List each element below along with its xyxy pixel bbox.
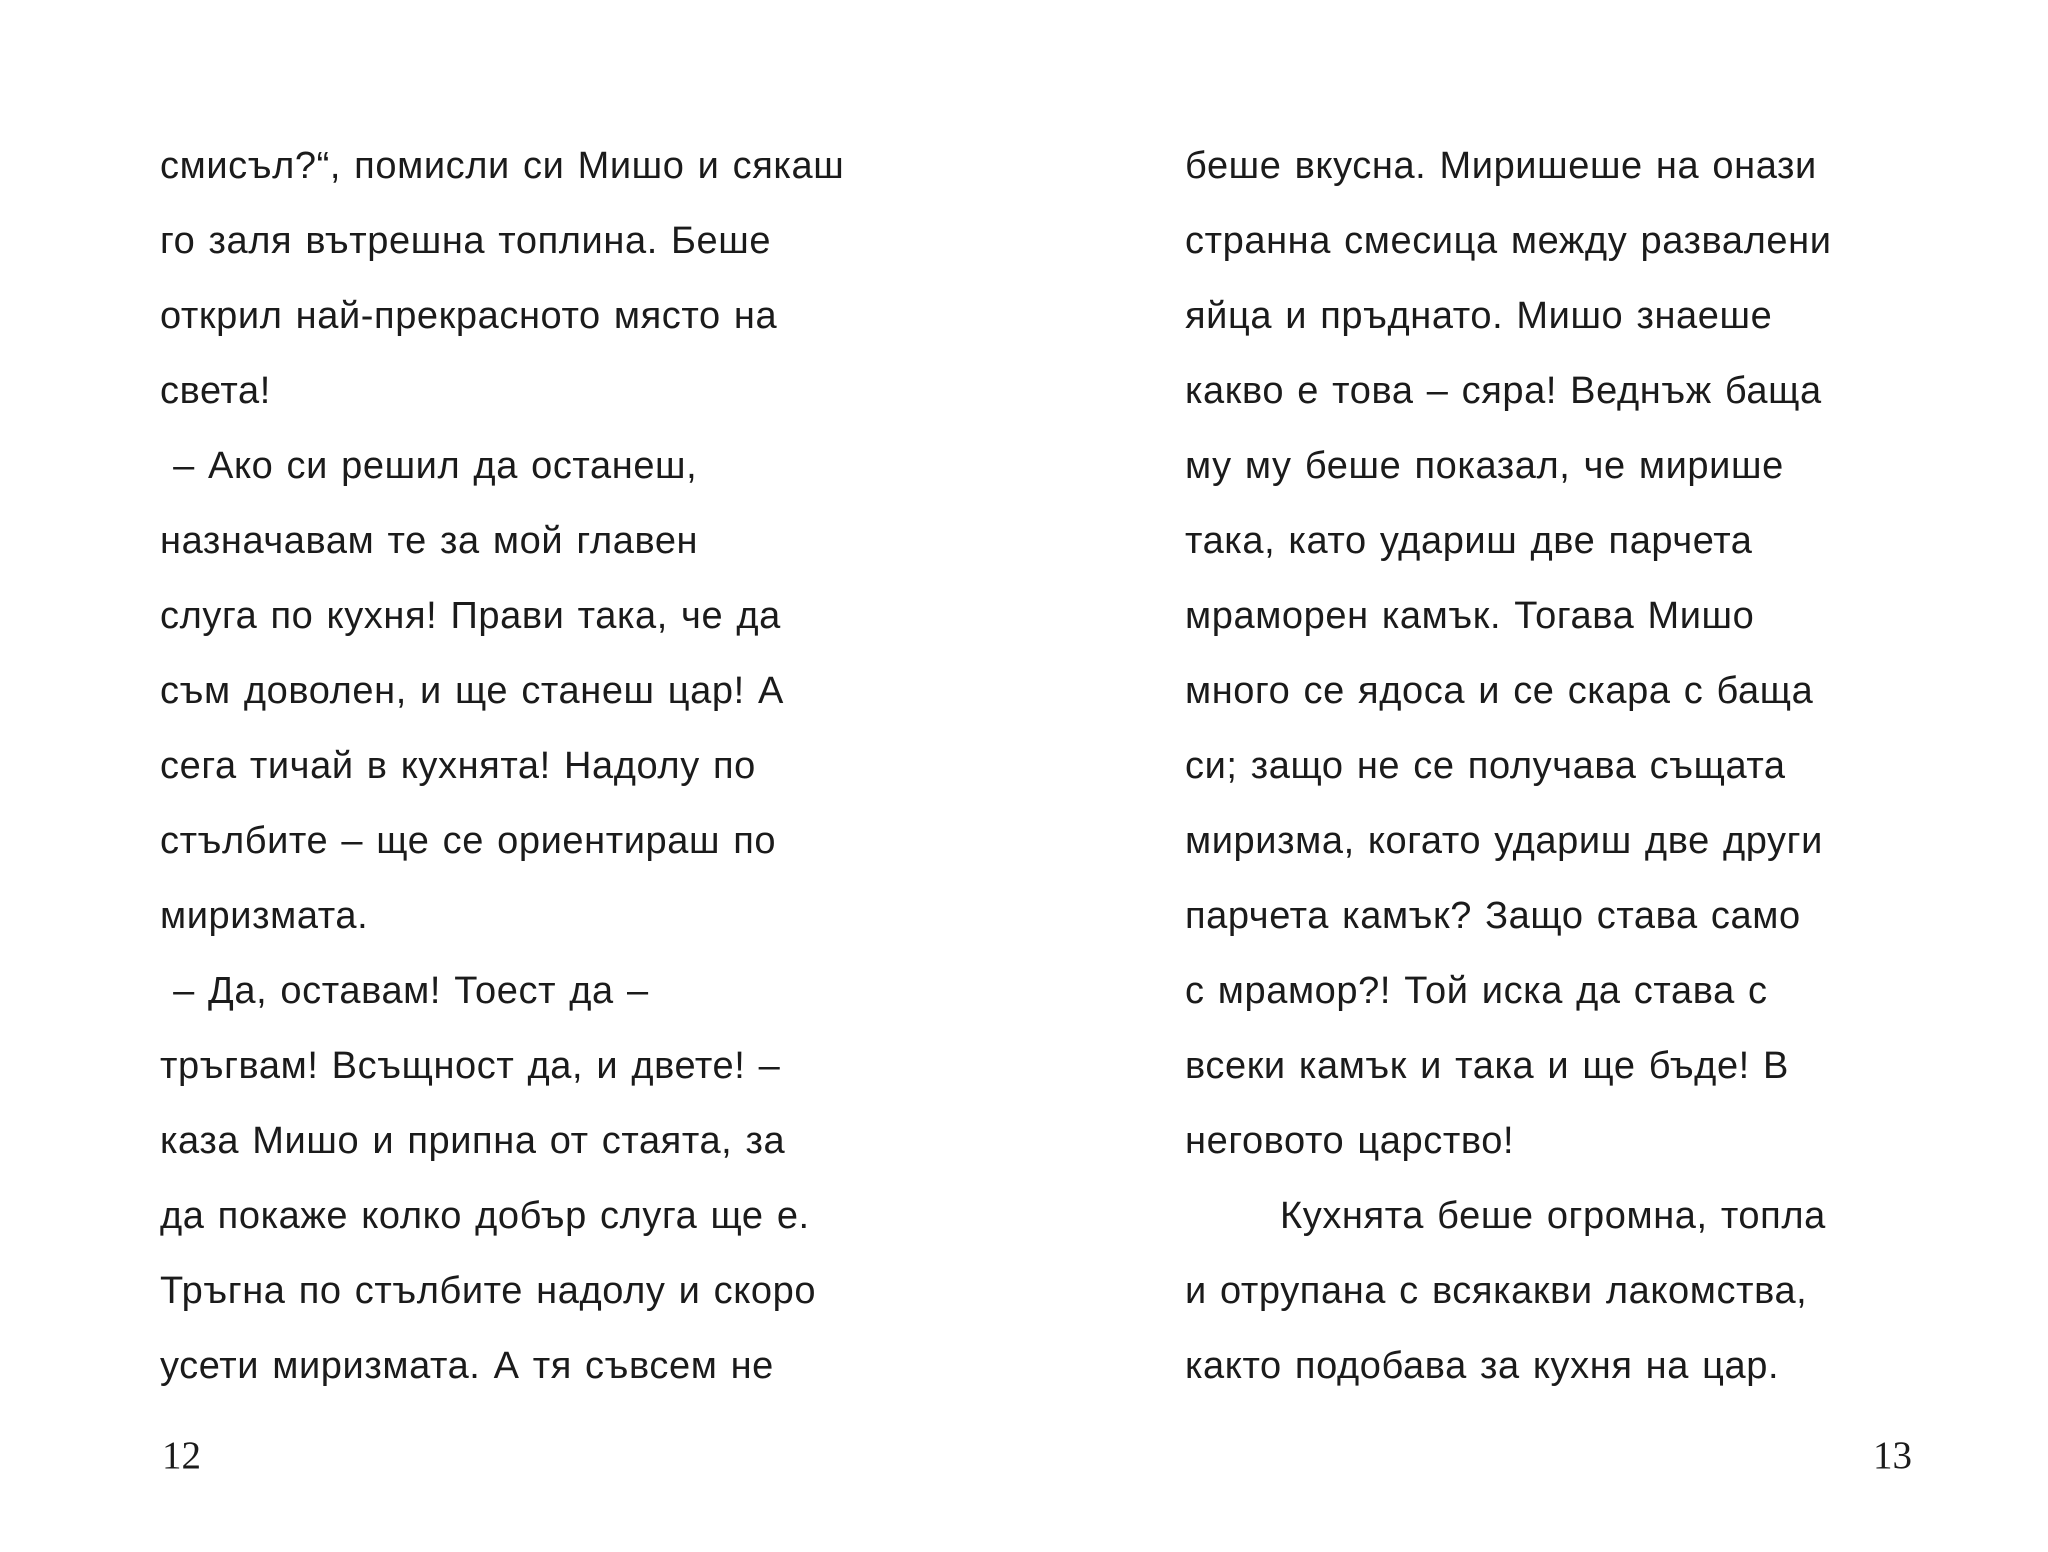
- text-line: миризмата.: [160, 895, 369, 937]
- dialogue-line: – Да, оставам! Тоест да –: [160, 970, 649, 1012]
- text-line: яйца и пръднато. Мишо знаеше: [1185, 295, 1773, 337]
- text-line: да покаже колко добър слуга ще е.: [160, 1195, 810, 1237]
- text-line: му му беше показал, че мирише: [1185, 445, 1784, 487]
- text-line: парчета камък? Защо става само: [1185, 895, 1801, 937]
- text-line: открил най-прекрасното място на: [160, 295, 778, 337]
- text-line: смисъл?“, помисли си Мишо и сякаш: [160, 145, 845, 187]
- text-line: странна смесица между развалени: [1185, 220, 1832, 262]
- text-line: всеки камък и така и ще бъде! В: [1185, 1045, 1789, 1087]
- text-line: каза Мишо и припна от стаята, за: [160, 1120, 786, 1162]
- text-line: съм доволен, и ще станеш цар! А: [160, 670, 784, 712]
- text-line: стълбите – ще се ориентираш по: [160, 820, 777, 862]
- text-line: неговото царство!: [1185, 1120, 1515, 1162]
- text-line: както подобава за кухня на цар.: [1185, 1345, 1780, 1387]
- page-number-left: 12: [162, 1434, 201, 1477]
- text-line: миризма, когато удариш две други: [1185, 820, 1823, 862]
- text-line: Тръгна по стълбите надолу и скоро: [160, 1270, 817, 1312]
- right-page-text: [1185, 129, 1832, 1404]
- text-line: назначавам те за мой главен: [160, 520, 699, 562]
- right-page: [1024, 0, 2048, 1552]
- text-line: слуга по кухня! Прави така, че да: [160, 595, 781, 637]
- text-line: сега тичай в кухнята! Надолу по: [160, 745, 756, 787]
- text-line: и отрупана с всякакви лакомства,: [1185, 1270, 1808, 1312]
- text-line: с мрамор?! Той иска да става с: [1185, 970, 1768, 1012]
- left-page-text: [160, 129, 844, 1404]
- text-line: си; защо не се получава същата: [1185, 745, 1786, 787]
- text-line: го заля вътрешна топлина. Беше: [160, 220, 772, 262]
- page-number-right: 13: [1873, 1434, 1912, 1477]
- text-line: много се ядоса и се скара с баща: [1185, 670, 1814, 712]
- dialogue-line: – Ако си решил да останеш,: [160, 445, 698, 487]
- paragraph-start-line: Кухнята беше огромна, топла: [1280, 1195, 1826, 1237]
- text-line: тръгвам! Всъщност да, и двете! –: [160, 1045, 781, 1087]
- text-line: какво е това – сяра! Веднъж баща: [1185, 370, 1822, 412]
- text-line: света!: [160, 370, 271, 412]
- text-line: така, като удариш две парчета: [1185, 520, 1753, 562]
- text-line: беше вкусна. Миришеше на онази: [1185, 145, 1817, 187]
- text-line: мраморен камък. Тогава Мишо: [1185, 595, 1755, 637]
- text-line: усети миризмата. А тя съвсем не: [160, 1345, 774, 1387]
